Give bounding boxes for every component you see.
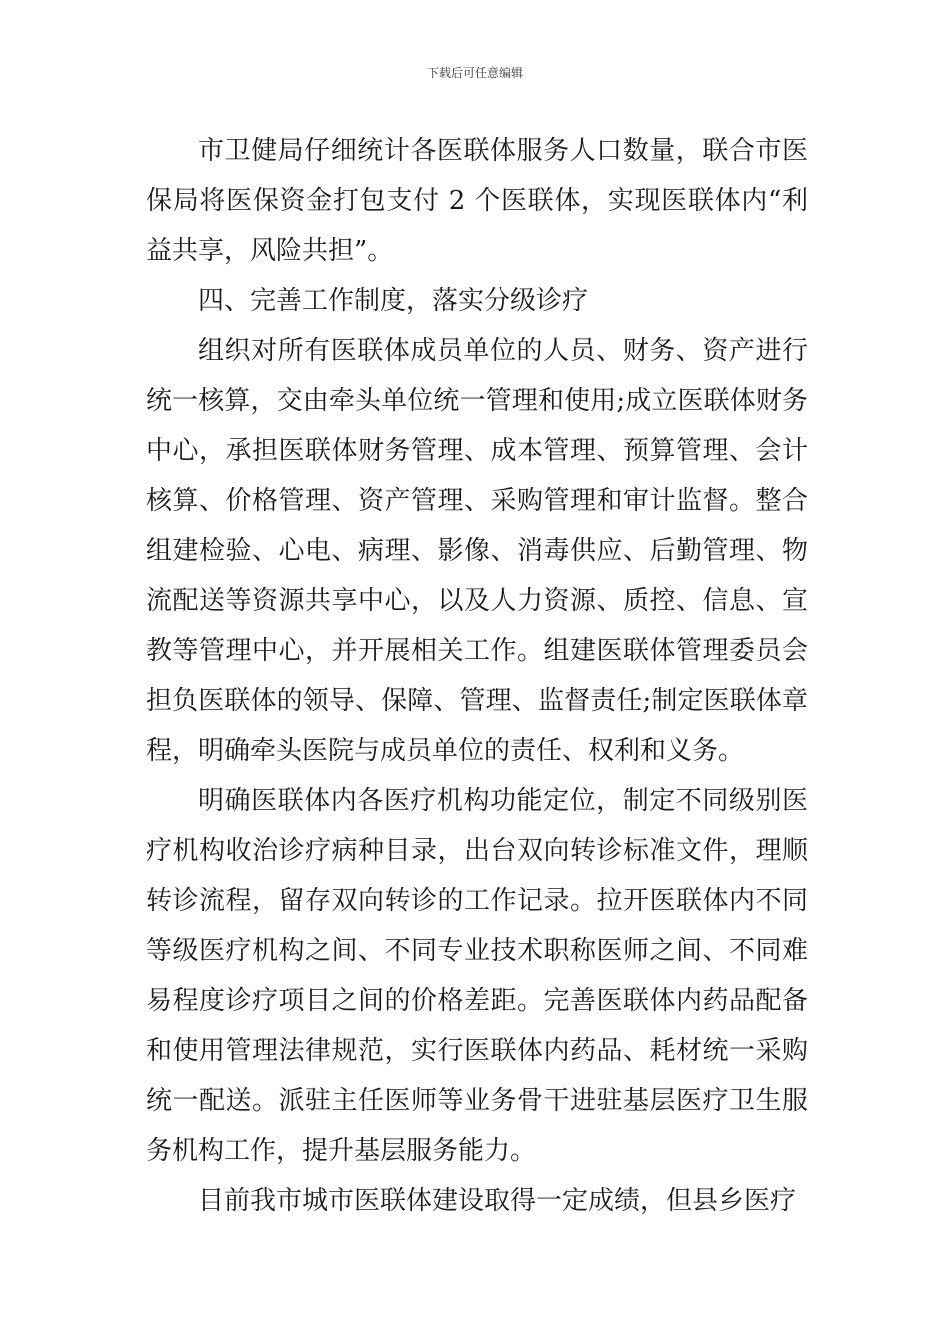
document-body [146,126,808,1226]
paragraph-1: 市卫健局仔细统计各医联体服务人口数量，联合市医保局将医保资金打包支付 2 个医联体，实现医联体内“利益共享，风险共担”。 [146,136,808,266]
paragraph-3: 明确医联体内各医疗机构功能定位，制定不同级别医疗机构收治诊疗病种目录，出台双向转诊标准文件，理顺转诊流程，留存双向转诊的工作记录。拉开医联体内不同等级医疗机构之间、不同专业技术职称医师之间、不同难易程度诊疗项目之间的价格差距。完善医联体内药品配备和使用管理法律规范，实行医联体内药品、耗材统一采购统一配送。派驻主任医师等业务骨干进驻基层医疗卫生服务机构工作，提升基层服务能力。 [146,786,808,1166]
header-note: 下载后可任意编辑 [426,66,523,80]
section-heading: 四、完善工作制度，落实分级诊疗 [198,286,589,316]
paragraph-2: 组织对所有医联体成员单位的人员、财务、资产进行统一核算，交由牵头单位统一管理和使用;成立医联体财务中心，承担医联体财务管理、成本管理、预算管理、会计核算、价格管理、资产管理、采购管理和审计监督。整合组建检验、心电、病理、影像、消毒供应、后勤管理、物流配送等资源共享中心，以及人力资源、质控、信息、宣教等管理中心，并开展相关工作。组建医联体管理委员会担负医联体的领导、保障、管理、监督责任;制定医联体章程，明确牵头医院与成员单位的责任、权利和义务。 [146,336,808,766]
paragraph-4: 目前我市城市医联体建设取得一定成绩，但县乡医疗 [198,1186,797,1216]
